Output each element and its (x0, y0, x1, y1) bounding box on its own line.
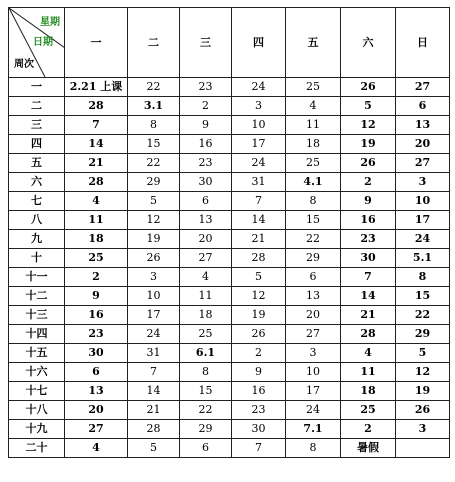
date-cell: 16 (232, 382, 286, 401)
date-cell: 17 (286, 382, 341, 401)
date-cell: 22 (180, 401, 232, 420)
date-cell: 6 (180, 192, 232, 211)
table-row (9, 192, 450, 211)
date-cell: 22 (286, 230, 341, 249)
date-cell: 23 (180, 154, 232, 173)
date-cell: 10 (128, 287, 180, 306)
week-number-cell: 五 (9, 154, 65, 173)
date-cell: 22 (396, 306, 450, 325)
date-cell: 24 (128, 325, 180, 344)
date-cell: 4 (341, 344, 396, 363)
table-row (9, 78, 450, 97)
date-cell: 8 (128, 116, 180, 135)
date-cell: 27 (396, 154, 450, 173)
date-cell: 27 (65, 420, 128, 439)
date-cell: 24 (232, 154, 286, 173)
semester-calendar-table (8, 7, 450, 458)
date-cell: 6 (180, 439, 232, 458)
date-cell: 24 (396, 230, 450, 249)
date-axis-label: 日期 (33, 37, 53, 48)
date-cell: 11 (180, 287, 232, 306)
date-cell: 4 (65, 192, 128, 211)
date-cell: 2 (180, 97, 232, 116)
date-cell: 7 (341, 268, 396, 287)
table-row (9, 135, 450, 154)
date-cell: 11 (341, 363, 396, 382)
week-number-cell: 三 (9, 116, 65, 135)
date-cell: 26 (232, 325, 286, 344)
date-cell: 15 (180, 382, 232, 401)
date-cell: 18 (65, 230, 128, 249)
date-cell: 19 (396, 382, 450, 401)
date-cell: 2.21 上课 (65, 78, 128, 97)
week-number-cell: 十一 (9, 268, 65, 287)
date-cell: 6 (65, 363, 128, 382)
date-cell: 9 (341, 192, 396, 211)
date-cell: 16 (180, 135, 232, 154)
date-cell: 6 (396, 97, 450, 116)
date-cell: 11 (286, 116, 341, 135)
date-cell: 4.1 (286, 173, 341, 192)
date-cell: 5.1 (396, 249, 450, 268)
date-cell: 7 (232, 439, 286, 458)
date-cell: 14 (128, 382, 180, 401)
week-number-cell: 二十 (9, 439, 65, 458)
date-cell: 8 (286, 192, 341, 211)
date-cell: 13 (65, 382, 128, 401)
date-cell: 8 (180, 363, 232, 382)
date-cell: 5 (128, 439, 180, 458)
week-number-cell: 十二 (9, 287, 65, 306)
date-cell: 4 (65, 439, 128, 458)
date-cell: 8 (286, 439, 341, 458)
date-cell: 27 (180, 249, 232, 268)
table-row (9, 439, 450, 458)
date-cell: 29 (180, 420, 232, 439)
column-header-fri: 五 (286, 8, 341, 78)
date-cell: 8 (396, 268, 450, 287)
date-cell: 5 (341, 97, 396, 116)
date-cell: 21 (65, 154, 128, 173)
date-cell: 30 (232, 420, 286, 439)
date-cell: 10 (286, 363, 341, 382)
date-cell: 3 (286, 344, 341, 363)
date-cell: 18 (341, 382, 396, 401)
date-cell: 12 (232, 287, 286, 306)
date-cell: 29 (286, 249, 341, 268)
date-cell: 28 (65, 173, 128, 192)
corner-header-cell (9, 8, 65, 78)
date-cell: 25 (341, 401, 396, 420)
table-row (9, 401, 450, 420)
date-cell: 7 (65, 116, 128, 135)
date-cell: 7 (232, 192, 286, 211)
week-number-cell: 十四 (9, 325, 65, 344)
weekday-axis-label: 星期 (40, 17, 60, 28)
date-cell: 3 (232, 97, 286, 116)
week-number-cell: 十九 (9, 420, 65, 439)
date-cell: 28 (65, 97, 128, 116)
date-cell: 23 (341, 230, 396, 249)
date-cell: 3 (396, 173, 450, 192)
date-cell: 23 (232, 401, 286, 420)
date-cell: 4 (286, 97, 341, 116)
table-row (9, 116, 450, 135)
date-cell: 30 (180, 173, 232, 192)
table-row (9, 287, 450, 306)
date-cell: 16 (65, 306, 128, 325)
week-number-cell: 十八 (9, 401, 65, 420)
date-cell: 17 (128, 306, 180, 325)
date-cell: 29 (128, 173, 180, 192)
date-cell: 12 (341, 116, 396, 135)
date-cell: 21 (341, 306, 396, 325)
week-number-cell: 八 (9, 211, 65, 230)
week-number-cell: 十七 (9, 382, 65, 401)
calendar-body (9, 78, 450, 458)
date-cell: 28 (128, 420, 180, 439)
date-cell: 18 (180, 306, 232, 325)
column-header-tue: 二 (128, 8, 180, 78)
date-cell: 6.1 (180, 344, 232, 363)
date-cell: 6 (286, 268, 341, 287)
date-cell: 2 (341, 173, 396, 192)
table-row (9, 268, 450, 287)
date-cell: 27 (396, 78, 450, 97)
date-cell: 14 (341, 287, 396, 306)
week-axis-label: 周次 (14, 59, 34, 70)
date-cell: 21 (128, 401, 180, 420)
date-cell: 17 (396, 211, 450, 230)
table-row (9, 363, 450, 382)
table-row (9, 325, 450, 344)
week-number-cell: 二 (9, 97, 65, 116)
date-cell: 18 (286, 135, 341, 154)
date-cell: 22 (128, 154, 180, 173)
date-cell: 暑假 (341, 439, 396, 458)
date-cell: 3 (396, 420, 450, 439)
date-cell: 21 (232, 230, 286, 249)
week-number-cell: 一 (9, 78, 65, 97)
date-cell: 30 (65, 344, 128, 363)
date-cell: 24 (286, 401, 341, 420)
date-cell: 3.1 (128, 97, 180, 116)
date-cell: 20 (286, 306, 341, 325)
date-cell: 9 (65, 287, 128, 306)
week-number-cell: 九 (9, 230, 65, 249)
date-cell: 29 (396, 325, 450, 344)
date-cell: 20 (65, 401, 128, 420)
date-cell: 23 (65, 325, 128, 344)
column-header-sat: 六 (341, 8, 396, 78)
date-cell (396, 439, 450, 458)
date-cell: 26 (396, 401, 450, 420)
week-number-cell: 十 (9, 249, 65, 268)
date-cell: 10 (232, 116, 286, 135)
column-header-wed: 三 (180, 8, 232, 78)
date-cell: 11 (65, 211, 128, 230)
table-row (9, 211, 450, 230)
week-number-cell: 四 (9, 135, 65, 154)
date-cell: 25 (286, 154, 341, 173)
date-cell: 13 (180, 211, 232, 230)
date-cell: 26 (341, 154, 396, 173)
table-row (9, 306, 450, 325)
date-cell: 20 (396, 135, 450, 154)
week-number-cell: 十五 (9, 344, 65, 363)
date-cell: 7.1 (286, 420, 341, 439)
date-cell: 19 (341, 135, 396, 154)
date-cell: 25 (65, 249, 128, 268)
table-row (9, 420, 450, 439)
date-cell: 25 (180, 325, 232, 344)
date-cell: 25 (286, 78, 341, 97)
week-number-cell: 十三 (9, 306, 65, 325)
date-cell: 22 (128, 78, 180, 97)
date-cell: 2 (65, 268, 128, 287)
date-cell: 14 (232, 211, 286, 230)
date-cell: 5 (396, 344, 450, 363)
column-header-mon: 一 (65, 8, 128, 78)
date-cell: 24 (232, 78, 286, 97)
column-header-thu: 四 (232, 8, 286, 78)
date-cell: 19 (128, 230, 180, 249)
date-cell: 30 (341, 249, 396, 268)
date-cell: 2 (232, 344, 286, 363)
date-cell: 10 (396, 192, 450, 211)
date-cell: 26 (341, 78, 396, 97)
date-cell: 3 (128, 268, 180, 287)
date-cell: 31 (128, 344, 180, 363)
date-cell: 4 (180, 268, 232, 287)
date-cell: 5 (128, 192, 180, 211)
date-cell: 14 (65, 135, 128, 154)
date-cell: 20 (180, 230, 232, 249)
date-cell: 9 (232, 363, 286, 382)
date-cell: 23 (180, 78, 232, 97)
date-cell: 13 (396, 116, 450, 135)
date-cell: 2 (341, 420, 396, 439)
table-row (9, 154, 450, 173)
date-cell: 9 (180, 116, 232, 135)
date-cell: 26 (128, 249, 180, 268)
table-row (9, 249, 450, 268)
table-row (9, 230, 450, 249)
date-cell: 7 (128, 363, 180, 382)
date-cell: 5 (232, 268, 286, 287)
date-cell: 15 (128, 135, 180, 154)
date-cell: 12 (396, 363, 450, 382)
table-row (9, 382, 450, 401)
week-number-cell: 十六 (9, 363, 65, 382)
date-cell: 13 (286, 287, 341, 306)
date-cell: 12 (128, 211, 180, 230)
date-cell: 16 (341, 211, 396, 230)
date-cell: 27 (286, 325, 341, 344)
table-row (9, 344, 450, 363)
week-number-cell: 六 (9, 173, 65, 192)
date-cell: 17 (232, 135, 286, 154)
date-cell: 15 (396, 287, 450, 306)
date-cell: 28 (232, 249, 286, 268)
date-cell: 31 (232, 173, 286, 192)
column-header-sun: 日 (396, 8, 450, 78)
week-number-cell: 七 (9, 192, 65, 211)
date-cell: 19 (232, 306, 286, 325)
date-cell: 28 (341, 325, 396, 344)
date-cell: 15 (286, 211, 341, 230)
table-row (9, 173, 450, 192)
table-row (9, 97, 450, 116)
header-row (9, 8, 450, 78)
